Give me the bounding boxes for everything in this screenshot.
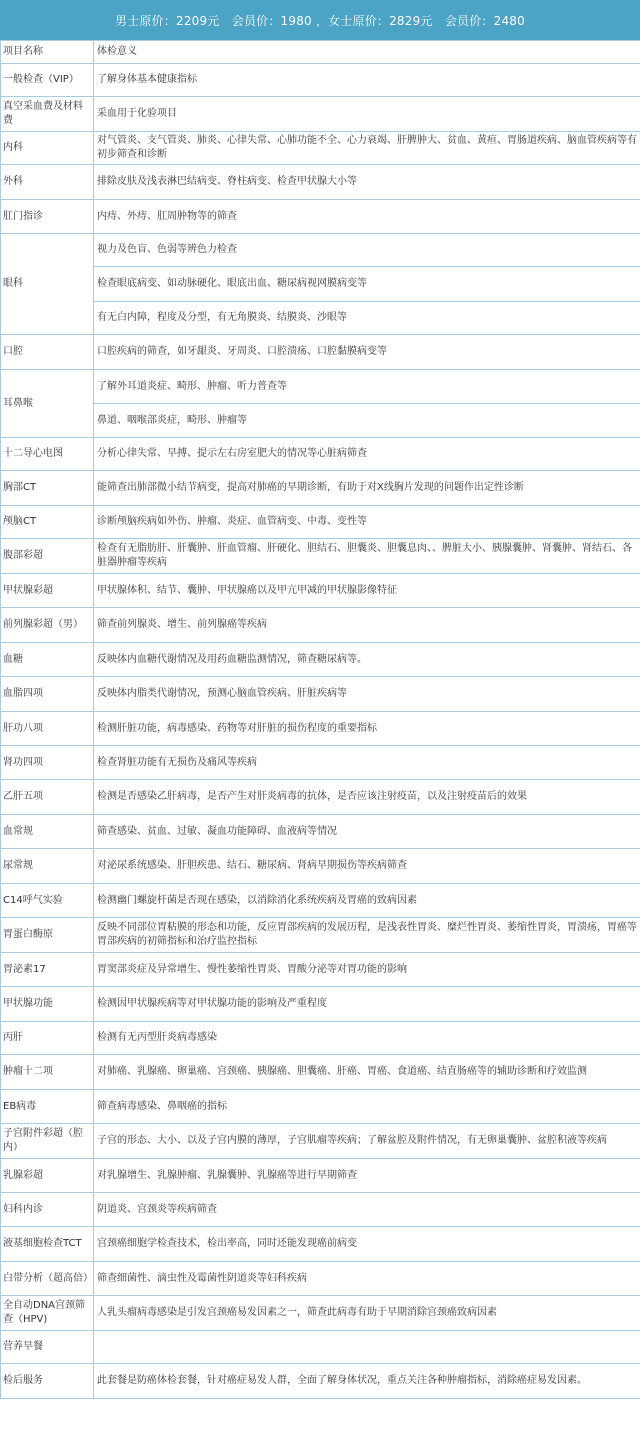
- table-row: [1, 1022, 640, 1055]
- item-name: 检后服务: [1, 1364, 94, 1399]
- item-meaning: [94, 1331, 640, 1364]
- table-row: [1, 1227, 640, 1262]
- table-row: [1, 370, 640, 404]
- item-meaning: 反映体内脂类代谢情况，预测心脑血管疾病、肝脏疾病等: [94, 677, 640, 712]
- item-name: 眼科: [1, 234, 94, 335]
- item-name: 妇科内诊: [1, 1193, 94, 1227]
- table-row: [1, 987, 640, 1022]
- item-name: 尿常规: [1, 849, 94, 884]
- item-meaning: 子宫的形态、大小、以及子宫内膜的薄厚，子宫肌瘤等疾病；了解盆腔及附件情况，有无卵巢囊肿、盆腔积液等疾病: [94, 1124, 640, 1159]
- item-meaning: 了解外耳道炎症、畸形、肿瘤、听力普查等: [94, 370, 640, 404]
- table-row: [1, 815, 640, 849]
- item-name: 液基细胞检查TCT: [1, 1227, 94, 1262]
- table-row: [1, 200, 640, 234]
- table-header-row: [1, 41, 640, 64]
- item-name: EB病毒: [1, 1090, 94, 1124]
- table-row: [1, 643, 640, 677]
- table-row: [1, 746, 640, 780]
- table-row: [1, 849, 640, 884]
- table-row: [1, 302, 640, 335]
- item-name: 腹部彩超: [1, 539, 94, 574]
- price-text: 男士原价：2209元 会员价：1980 ，女士原价：2829元 会员价：2480: [115, 13, 525, 28]
- item-meaning: 筛查前列腺炎、增生、前列腺癌等疾病: [94, 608, 640, 643]
- item-meaning: 反映不同部位胃粘膜的形态和功能，反应胃部疾病的发展历程，是浅表性胃炎、糜烂性胃炎、萎缩性胃炎，胃溃疡，胃癌等胃部疾病的初筛指标和治疗监控指标: [94, 918, 640, 953]
- item-meaning: 了解身体基本健康指标: [94, 64, 640, 97]
- table-row: [1, 438, 640, 471]
- item-name: 全自动DNA宫颈筛查（HPV): [1, 1296, 94, 1331]
- item-meaning: 筛查病毒感染、鼻咽癌的指标: [94, 1090, 640, 1124]
- table-row: [1, 1364, 640, 1399]
- item-name: 十二导心电图: [1, 438, 94, 471]
- header-item-name: 项目名称: [1, 41, 94, 64]
- item-meaning: 采血用于化验项目: [94, 97, 640, 132]
- item-name: 乳腺彩超: [1, 1159, 94, 1193]
- item-meaning: 排除皮肤及浅表淋巴结病变、脊柱病变、检查甲状腺大小等: [94, 165, 640, 200]
- item-meaning: 检查眼底病变、如动脉硬化、眼底出血、糖尿病视网膜病变等: [94, 267, 640, 302]
- item-name: 内科: [1, 132, 94, 165]
- table-row: [1, 64, 640, 97]
- item-name: 肾功四项: [1, 746, 94, 780]
- item-name: 肛门指诊: [1, 200, 94, 234]
- item-meaning: 检测因甲状腺疾病等对甲状腺功能的影响及严重程度: [94, 987, 640, 1022]
- item-meaning: 检查有无脂肪肝、肝囊肿、肝血管瘤、肝硬化、胆结石、胆囊炎、胆囊息肉、、脾脏大小、胰腺囊肿、肾囊肿、肾结石、各脏器肿瘤等疾病: [94, 539, 640, 574]
- table-row: [1, 677, 640, 712]
- table-row: [1, 1124, 640, 1159]
- item-meaning: 阴道炎、宫颈炎等疾病筛查: [94, 1193, 640, 1227]
- item-meaning: 能筛查出肺部微小结节病变，提高对肺癌的早期诊断，有助于对X线胸片发现的问题作出定性诊断: [94, 471, 640, 506]
- item-meaning: 反映体内血糖代谢情况及用药血糖监测情况，筛查糖尿病等。: [94, 643, 640, 677]
- item-meaning: 筛查感染、贫血、过敏、凝血功能障碍、血液病等情况: [94, 815, 640, 849]
- table-row: [1, 1331, 640, 1364]
- item-meaning: 分析心律失常、早搏、提示左右房室肥大的情况等心脏病筛查: [94, 438, 640, 471]
- item-meaning: 检查肾脏功能有无损伤及痛风等疾病: [94, 746, 640, 780]
- table-row: [1, 471, 640, 506]
- item-meaning: 诊断颅脑疾病如外伤、肿瘤、炎症、血管病变、中毒、变性等: [94, 506, 640, 539]
- item-name: 乙肝五项: [1, 780, 94, 815]
- item-meaning: 检测肝脏功能，病毒感染、药物等对肝脏的损伤程度的重要指标: [94, 712, 640, 746]
- table-row: [1, 1090, 640, 1124]
- item-name: 一般检查（VIP）: [1, 64, 94, 97]
- item-meaning: 检测是否感染乙肝病毒，是否产生对肝炎病毒的抗体，是否应该注射疫苗，以及注射疫苗后的效果: [94, 780, 640, 815]
- item-meaning: 此套餐是防癌体检套餐，针对癌症易发人群，全面了解身体状况，重点关注各种肿瘤指标，消除癌症易发因素。: [94, 1364, 640, 1399]
- item-name: 白带分析（超高倍）: [1, 1262, 94, 1296]
- item-name: 颅脑CT: [1, 506, 94, 539]
- item-name: 甲状腺功能: [1, 987, 94, 1022]
- checkup-items-table: [0, 40, 640, 1399]
- item-meaning: 口腔疾病的筛查，如牙龈炎、牙周炎、口腔溃疡、口腔黏膜病变等: [94, 335, 640, 370]
- item-name: 耳鼻喉: [1, 370, 94, 438]
- table-row: [1, 1055, 640, 1090]
- item-name: 丙肝: [1, 1022, 94, 1055]
- table-row: [1, 780, 640, 815]
- table-row: [1, 1159, 640, 1193]
- item-name: 肿瘤十二项: [1, 1055, 94, 1090]
- item-name: 胃蛋白酶原: [1, 918, 94, 953]
- table-row: [1, 1296, 640, 1331]
- table-row: [1, 404, 640, 438]
- item-name: 前列腺彩超（男）: [1, 608, 94, 643]
- table-row: [1, 1262, 640, 1296]
- table-row: [1, 267, 640, 302]
- table-row: [1, 539, 640, 574]
- item-name: 真空采血费及材料费: [1, 97, 94, 132]
- item-name: 胸部CT: [1, 471, 94, 506]
- item-name: 血糖: [1, 643, 94, 677]
- table-row: [1, 884, 640, 918]
- table-row: [1, 506, 640, 539]
- item-name: 口腔: [1, 335, 94, 370]
- item-name: 外科: [1, 165, 94, 200]
- table-row: [1, 335, 640, 370]
- table-row: [1, 234, 640, 267]
- item-name: 营养早餐: [1, 1331, 94, 1364]
- table-row: [1, 574, 640, 608]
- item-name: C14呼气实验: [1, 884, 94, 918]
- item-meaning: 对泌尿系统感染、肝胆疾患、结石、糖尿病、肾病早期损伤等疾病筛查: [94, 849, 640, 884]
- item-meaning: 有无白内障，程度及分型，有无角膜炎、结膜炎、沙眼等: [94, 302, 640, 335]
- item-meaning: 对气管炎、支气管炎、肺炎、心律失常、心肺功能不全、心力衰竭、肝脾肿大、贫血、黄疸、胃肠道疾病、脑血管疾病等有初步筛查和诊断: [94, 132, 640, 165]
- item-meaning: 宫颈癌细胞学检查技术，检出率高，同时还能发现癌前病变: [94, 1227, 640, 1262]
- price-banner: [0, 0, 640, 40]
- table-row: [1, 608, 640, 643]
- table-row: [1, 712, 640, 746]
- item-name: 甲状腺彩超: [1, 574, 94, 608]
- item-name: 血常规: [1, 815, 94, 849]
- table-row: [1, 132, 640, 165]
- table-row: [1, 1193, 640, 1227]
- table-row: [1, 97, 640, 132]
- table-row: [1, 953, 640, 987]
- item-name: 子宫附件彩超（腔内）: [1, 1124, 94, 1159]
- item-name: 肝功八项: [1, 712, 94, 746]
- table-row: [1, 918, 640, 953]
- header-item-meaning: 体检意义: [94, 41, 640, 64]
- item-meaning: 对乳腺增生、乳腺肿瘤、乳腺囊肿、乳腺癌等进行早期筛查: [94, 1159, 640, 1193]
- item-meaning: 检测幽门螺旋杆菌是否现在感染，以消除消化系统疾病及胃癌的致病因素: [94, 884, 640, 918]
- item-meaning: 鼻道、咽喉部炎症，畸形、肿瘤等: [94, 404, 640, 438]
- item-meaning: 视力及色盲、色弱等辨色力检查: [94, 234, 640, 267]
- item-meaning: 筛查细菌性、滴虫性及霉菌性阴道炎等妇科疾病: [94, 1262, 640, 1296]
- item-meaning: 检测有无丙型肝炎病毒感染: [94, 1022, 640, 1055]
- item-name: 胃泌素17: [1, 953, 94, 987]
- item-meaning: 甲状腺体积、结节、囊肿、甲状腺癌以及甲亢甲减的甲状腺影像特征: [94, 574, 640, 608]
- item-meaning: 内痔、外痔、肛周肿物等的筛查: [94, 200, 640, 234]
- item-name: 血脂四项: [1, 677, 94, 712]
- item-meaning: 人乳头瘤病毒感染是引发宫颈癌易发因素之一，筛查此病毒有助于早期消除宫颈癌致病因素: [94, 1296, 640, 1331]
- item-meaning: 胃窦部炎症及异常增生、慢性萎缩性胃炎、胃酸分泌等对胃功能的影响: [94, 953, 640, 987]
- item-meaning: 对肺癌、乳腺癌、卵巢癌、宫颈癌、胰腺癌、胆囊癌、肝癌、胃癌、食道癌、结直肠癌等的辅助诊断和疗效监测: [94, 1055, 640, 1090]
- table-row: [1, 165, 640, 200]
